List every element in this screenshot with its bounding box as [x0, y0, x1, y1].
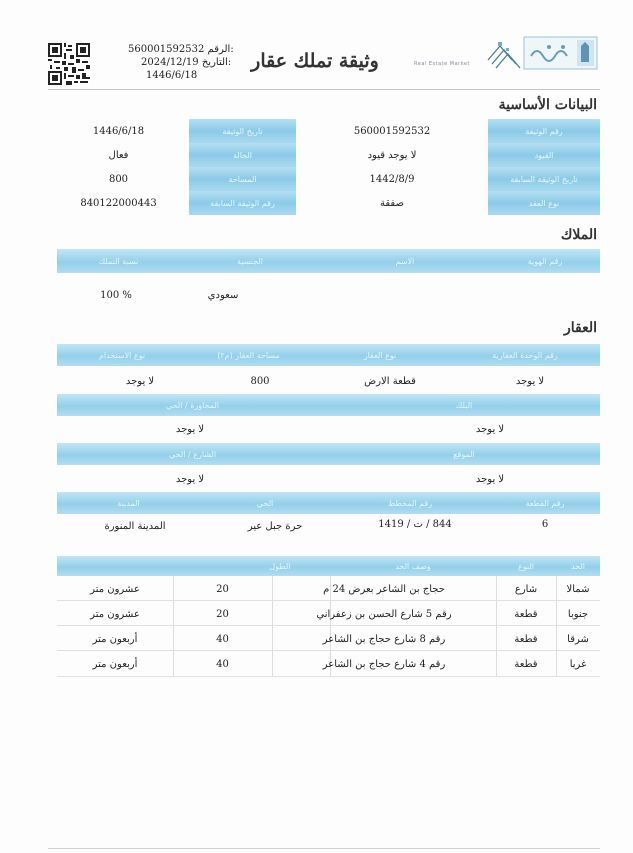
border-length: 20 [216, 583, 229, 595]
border-length-text: عشرون متر [90, 583, 140, 595]
building-logo-icon [484, 38, 522, 70]
page-title: وثيقة تملك عقار [251, 50, 379, 72]
owners-header-name: الاسم [395, 256, 415, 266]
border-description: رقم 5 شارع الحسن بن زعفراني [316, 608, 452, 620]
prop-type: قطعة الارض [364, 375, 416, 387]
owners-header-share: نسبة التملك [98, 256, 139, 266]
border-description: رقم 4 شارع حجاج بن الشاعر [322, 658, 446, 670]
border-kind: قطعة [514, 633, 538, 645]
prop-header-location: الموقع [453, 449, 475, 459]
prop-area: 800 [250, 375, 270, 387]
prop-location: لا يوجد [475, 473, 505, 485]
owner-share: % 100 [100, 289, 132, 301]
document-date-gregorian: 2024/12/19 التاريخ: [141, 57, 232, 68]
value-doc-date: 1446/6/18 [92, 125, 145, 137]
label-area: المساحة [189, 167, 296, 191]
value-contract-type: صفقة [380, 197, 404, 209]
prop-header-district: الحي [256, 498, 274, 508]
border-description: رقم 8 شارع حجاج بن الشاعر [322, 633, 446, 645]
value-doc-number: 560001592532 [353, 125, 431, 137]
value-status: فعال [108, 149, 129, 161]
basic-info-table [48, 119, 600, 217]
property-header-band-4 [57, 492, 600, 514]
border-length: 20 [216, 608, 229, 620]
border-side: شرقا [567, 633, 589, 645]
document-number: 560001592532 الرقم: [128, 44, 234, 55]
borders-header-length: الطول [269, 561, 291, 571]
prop-plot-no: 6 [541, 518, 549, 530]
label-prev-doc-date: تاريخ الوثيقة السابقة [488, 167, 600, 191]
borders-header-side: الحد [570, 561, 586, 571]
prop-header-plot-no: رقم القطعة [525, 498, 565, 508]
prop-city: المدينة المنورة [104, 520, 166, 532]
border-side: جنوبا [567, 608, 589, 620]
prop-plan-no: 844 / ت / 1419 [378, 518, 452, 530]
owners-header-id: رقم الهوية [527, 256, 563, 266]
border-length-text: عشرون متر [90, 608, 140, 620]
label-doc-number: رقم الوثيقة [488, 119, 600, 143]
value-prev-doc-date: 1442/8/9 [369, 173, 415, 185]
label-doc-date: تاريخ الوثيقة [189, 119, 296, 143]
prop-header-type: نوع العقار [363, 350, 397, 360]
qr-code-icon [48, 43, 90, 85]
borders-header-desc: وصف الحد [395, 561, 431, 571]
property-header-band-1 [57, 344, 600, 366]
ministry-seal-icon [523, 36, 598, 70]
prop-header-usage: نوع الاستخدام [98, 350, 146, 360]
property-header-band-2 [57, 394, 600, 416]
prop-unit-no: لا يوجد [515, 375, 545, 387]
document-date-hijri: 1446/6/18 [146, 70, 198, 81]
section-title-property: العقار [563, 320, 597, 336]
footer-divider [48, 848, 600, 849]
borders-row-divider [57, 625, 600, 626]
value-restrictions: لا يوجد قيود [367, 149, 417, 161]
label-contract-type: نوع العقد [488, 191, 600, 215]
border-kind: قطعة [514, 658, 538, 670]
label-status: الحالة [189, 143, 296, 167]
border-side: غربا [569, 658, 587, 670]
prop-usage: لا يوجد [125, 375, 155, 387]
border-length-text: أربعون متر [92, 658, 138, 670]
prop-header-unit-no: رقم الوحدة العقارية [492, 350, 558, 360]
section-title-owners: الملاك [560, 227, 597, 243]
border-length-text: أربعون متر [92, 633, 138, 645]
prop-header-street: الشارع / الحي [168, 449, 217, 459]
value-area: 800 [108, 173, 129, 185]
prop-header-city: المدينة [117, 498, 140, 508]
prop-header-block: البلك [455, 400, 473, 410]
label-prev-doc-number: رقم الوثيقة السابقة [189, 191, 296, 215]
borders-header-band [57, 556, 600, 576]
prop-block: لا يوجد [475, 423, 505, 435]
prop-header-neighborhood: المجاورة / الحي [165, 400, 220, 410]
value-prev-doc-number: 840122000443 [80, 197, 157, 209]
prop-neighborhood: لا يوجد [175, 423, 205, 435]
borders-header-kind: النوع [518, 561, 534, 571]
borders-row-divider [57, 676, 600, 677]
border-description: حجاج بن الشاعر بعرض 24 م [323, 583, 445, 595]
header-divider [48, 89, 600, 90]
prop-header-area: مساحة العقار (م٢) [217, 350, 280, 360]
section-title-basic: البيانات الأساسية [498, 97, 597, 113]
owners-header-nationality: الجنسية [236, 256, 264, 266]
property-header-band-3 [57, 443, 600, 465]
prop-district: حرة جبل عير [247, 520, 303, 532]
border-length: 40 [216, 633, 229, 645]
label-restrictions: القيود [488, 143, 600, 167]
border-side: شمالا [566, 583, 590, 595]
owner-nationality: سعودي [207, 289, 239, 301]
prop-header-plan-no: رقم المخطط [387, 498, 433, 508]
border-kind: شارع [514, 583, 538, 595]
borders-row-divider [57, 650, 600, 651]
border-length: 40 [216, 658, 229, 670]
logo-caption: Real Estate Market [414, 61, 470, 67]
prop-street: لا يوجد [175, 473, 205, 485]
border-kind: قطعة [514, 608, 538, 620]
owners-header-band [57, 249, 600, 273]
borders-row-divider [57, 600, 600, 601]
